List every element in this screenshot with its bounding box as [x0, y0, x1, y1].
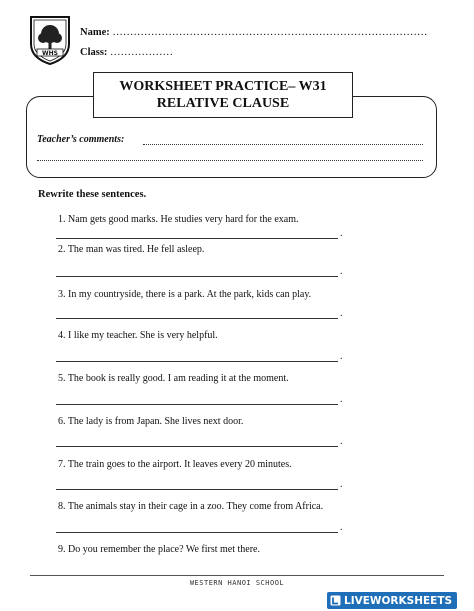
class-label: Class:: [80, 47, 108, 58]
liveworksheets-text: LIVEWORKSHEETS: [344, 594, 453, 607]
answer-end-7: .: [340, 479, 343, 490]
name-label: Name:: [80, 27, 110, 38]
answer-line-7: [56, 489, 338, 490]
class-line: [80, 47, 173, 58]
answer-end-3: .: [340, 308, 343, 319]
question-9: 9. Do you remember the place? We first met there.: [58, 544, 260, 555]
answer-line-5: [56, 404, 338, 405]
answer-end-4: .: [340, 351, 343, 362]
liveworksheets-badge[interactable]: [327, 592, 457, 609]
question-6: 6. The lady is from Japan. She lives next door.: [58, 416, 244, 427]
footer-school-name: WESTERN HANOI SCHOOL: [189, 579, 285, 587]
question-8: 8. The animals stay in their cage in a zoo. They come from Africa.: [58, 501, 324, 512]
instructions: Rewrite these sentences.: [38, 189, 147, 200]
title-line-1: WORKSHEET PRACTICE– W31: [119, 79, 327, 94]
name-line: [80, 27, 427, 38]
teacher-comments-label: Teacher’s comments:: [37, 134, 125, 145]
question-1: 1. Nam gets good marks. He studies very hard for the exam.: [58, 214, 299, 225]
logo-text: WHS: [42, 50, 58, 57]
school-logo: [28, 14, 72, 66]
question-5: 5. The book is really good. I am reading it at the moment.: [58, 373, 289, 384]
answer-line-3: [56, 318, 338, 319]
answer-end-2: .: [340, 266, 343, 277]
answer-line-4: [56, 361, 338, 362]
comments-line-1: [143, 144, 423, 145]
answer-line-8: [56, 532, 338, 533]
answer-line-1: [56, 238, 338, 239]
answer-end-6: .: [340, 436, 343, 447]
comments-line-2: [37, 160, 423, 161]
answer-end-5: .: [340, 394, 343, 405]
footer-rule: [30, 575, 444, 576]
question-2: 2. The man was tired. He fell asleep.: [58, 244, 205, 255]
class-dots: ………………: [110, 47, 174, 58]
name-dots: ………………………………………………………………………………: [112, 27, 428, 38]
answer-line-6: [56, 446, 338, 447]
question-4: 4. I like my teacher. She is very helpful.: [58, 330, 218, 341]
liveworksheets-logo-icon: [330, 595, 341, 606]
answer-end-8: .: [340, 522, 343, 533]
answer-line-2: [56, 276, 338, 277]
title-line-2: RELATIVE CLAUSE: [156, 96, 290, 111]
title-box: [93, 72, 353, 118]
question-7: 7. The train goes to the airport. It leaves every 20 minutes.: [58, 459, 292, 470]
question-3: 3. In my countryside, there is a park. At the park, kids can play.: [58, 289, 312, 300]
answer-end-1: .: [340, 228, 343, 239]
